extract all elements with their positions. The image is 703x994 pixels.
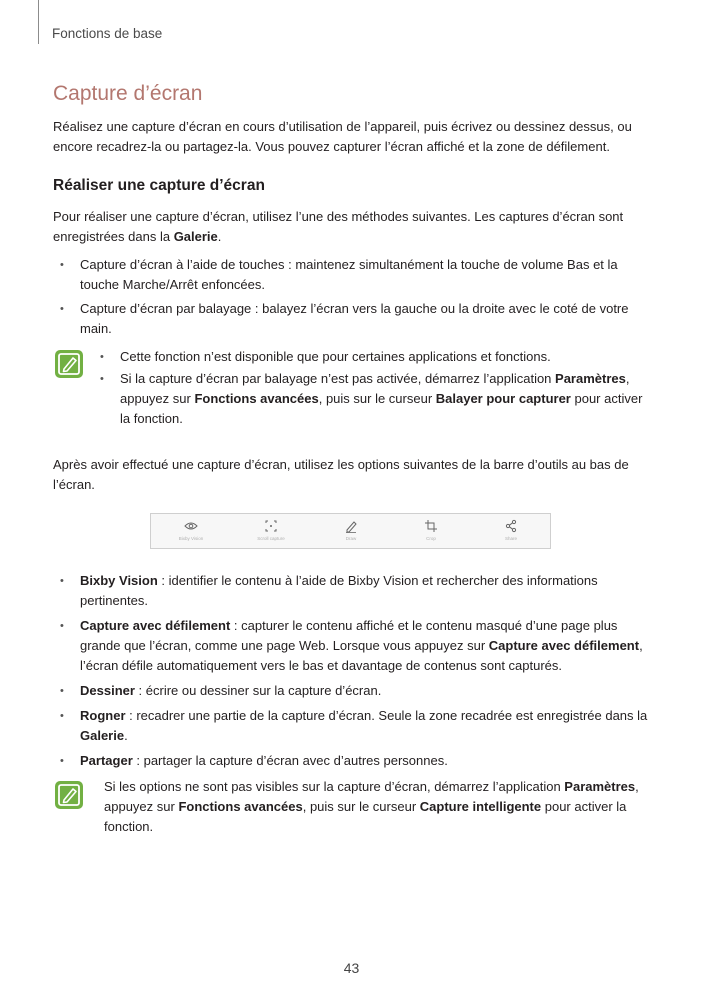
pen-icon [344, 519, 358, 533]
toolbar-draw[interactable] [311, 514, 391, 548]
note1-list [93, 347, 653, 429]
bullet-icon: • [60, 575, 64, 587]
bullet-icon: • [60, 620, 64, 632]
eye-icon [184, 519, 198, 533]
toolbar-scroll-capture[interactable] [231, 514, 311, 548]
intro-paragraph: Réalisez une capture d’écran en cours d’utilisation de l’appareil, puis écrivez ou dessinez dessus, ou encore recadrez-la ou partagez-la. Vous pouvez capturer l’écran affiché et la zone de défilement. [53, 119, 632, 154]
list-item: • Capture avec défilement : capturer le contenu affiché et le contenu masqué d’une page plus grande que l’écran, comme une page Web. Lorsque vous appuyez sur Capture avec défilement, l’écran défile automatiquement vers le bas et davantage de contenus sont capturés. [60, 618, 643, 673]
note-icon [54, 780, 84, 810]
toolbar-label: Share [504, 536, 517, 541]
bullet-icon: • [60, 710, 64, 722]
toolbar-share[interactable] [471, 514, 551, 548]
section-heading: Réaliser une capture d’écran [53, 177, 265, 194]
page-number: 43 [343, 960, 360, 976]
bullet-icon: • [60, 685, 64, 697]
list-item: • Rogner : recadrer une partie de la capture d’écran. Seule la zone recadrée est enregistrée dans la Galerie. [60, 708, 648, 743]
toolbar-crop[interactable] [391, 514, 471, 548]
options-list [53, 571, 653, 771]
methods-list [53, 255, 653, 339]
screenshot-toolbar [150, 513, 551, 549]
page-title: Capture d’écran [53, 82, 203, 105]
crop-icon [424, 519, 438, 533]
list-item: • Dessiner : écrire ou dessiner sur la capture d’écran. [53, 681, 653, 701]
share-icon [504, 519, 518, 533]
after-paragraph: Après avoir effectué une capture d’écran, utilisez les options suivantes de la barre d’outils au bas de l’écran. [53, 457, 629, 492]
toolbar-bixby-vision[interactable] [151, 514, 231, 548]
list-item: • Partager : partager la capture d’écran avec d’autres personnes. [53, 751, 653, 771]
list-item: • Cette fonction n’est disponible que pour certaines applications et fonctions. [93, 347, 653, 367]
bullet-icon: • [100, 351, 104, 363]
list-item: • Si la capture d’écran par balayage n’est pas activée, démarrez l’application Paramètres, appuyez sur Fonctions avancées, puis sur le curseur Balayer pour capturer pour activer la fonction. [100, 371, 643, 426]
bullet-icon: • [100, 373, 104, 385]
list-item: • Bixby Vision : identifier le contenu à l’aide de Bixby Vision et rechercher des informations pertinentes. [60, 573, 598, 608]
note-icon [54, 349, 84, 379]
toolbar-label: Bixby Vision [178, 536, 204, 541]
list-item: • Capture d’écran à l’aide de touches : maintenez simultanément la touche de volume Bas et la touche Marche/Arrêt enfoncées. [60, 257, 618, 292]
section-paragraph: Pour réaliser une capture d’écran, utilisez l’une des méthodes suivantes. Les captures d’écran sont enregistrées dans la Galerie. [53, 209, 624, 244]
toolbar-label: Scroll capture [257, 536, 285, 541]
list-item: • Capture d’écran par balayage : balayez l’écran vers la gauche ou la droite avec le coté de votre main. [60, 301, 629, 336]
header-rule [38, 0, 39, 44]
bullet-icon: • [60, 259, 64, 271]
section-header: Fonctions de base [52, 26, 163, 41]
bullet-icon: • [60, 755, 64, 767]
note2-paragraph: Si les options ne sont pas visibles sur la capture d’écran, démarrez l’application Paramètres, appuyez sur Fonctions avancées, puis sur le curseur Capture intelligente pour activer la fonction. [104, 779, 639, 834]
scroll-capture-icon [264, 519, 278, 533]
toolbar-label: Draw [345, 536, 357, 541]
toolbar-label: Crop [426, 536, 436, 541]
bullet-icon: • [60, 303, 64, 315]
